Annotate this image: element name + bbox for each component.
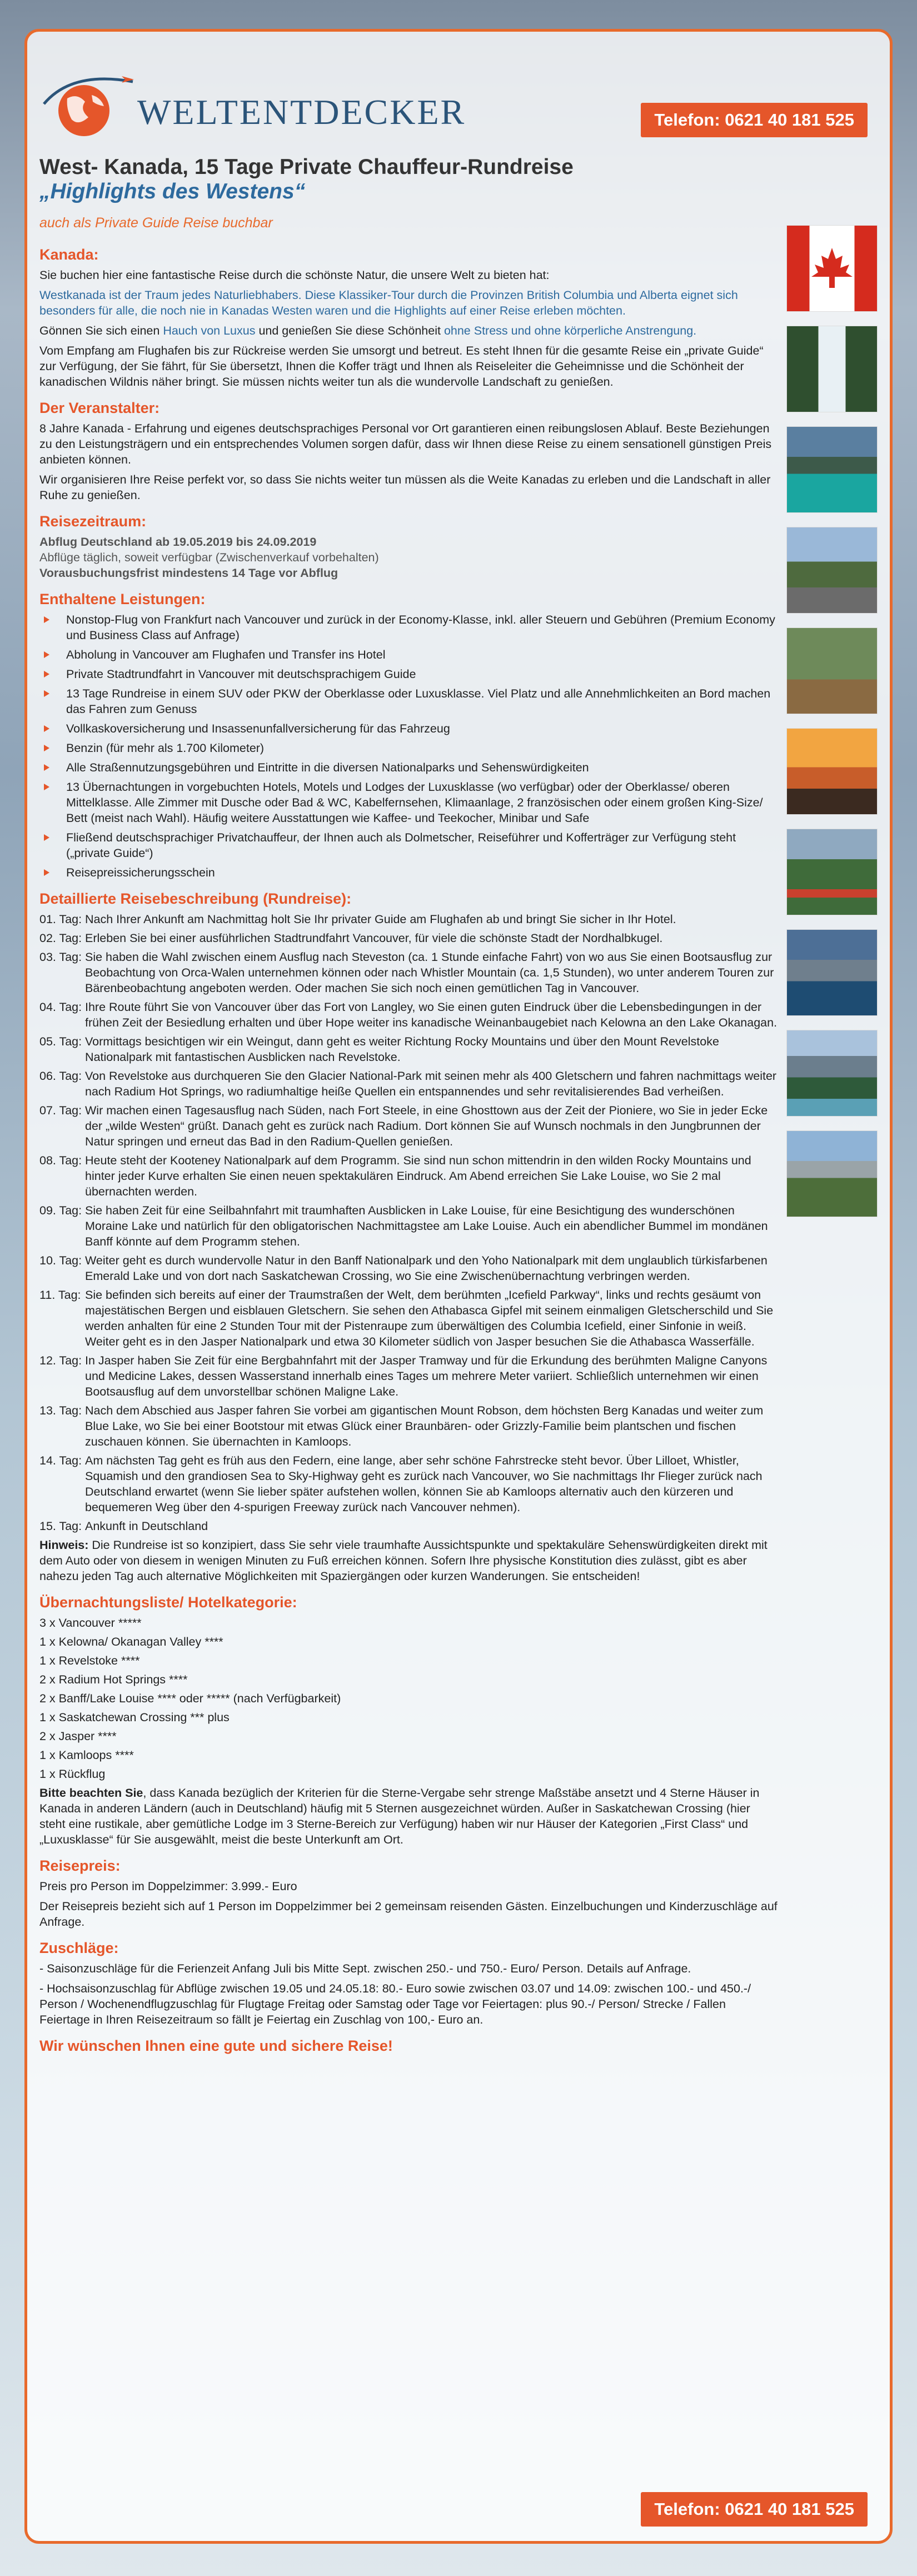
veranstalter-p1: 8 Jahre Kanada - Erfahrung und eigenes deutschsprachiges Personal vor Ort garantieren einen reibungslosen Ablauf. Beste Beziehungen zu den Leistungsträgern und ein entsprechendes Volumen sorgen dafür, dass wir Ihnen diese Reise zu einem sensationell günstigen Preis anbieten können. <box>39 422 772 466</box>
waterfall-image <box>786 326 878 412</box>
day-text: Von Revelstoke aus durchqueren Sie den Glacier National-Park mit seinen mehr als 400 Gletschern und fahren nachmittags weiter nach Radium Hot Springs, wo radiumhaltige heiße Quellen ein entspannendes und sehr revitalisierendes Bad verheißen. <box>85 1069 777 1098</box>
day-text: Erleben Sie bei einer ausführlichen Stadtrundfahrt Vancouver, für viele die schönste Stadt der Nordhalbkugel. <box>85 931 663 945</box>
itinerary-day <box>39 1103 779 1149</box>
day-text: Heute steht der Kooteney Nationalpark auf dem Programm. Sie sind nun schon mittendrin in den wilden Rocky Mountains und hinter jeder Kurve erhalten Sie einen neuen spektakulären Eindruck. Am Abend erreichen Sie Lake Louise, wo Sie 2 mal übernachten werden. <box>85 1154 751 1198</box>
day-text: Vormittags besichtigen wir ein Weingut, dann geht es weiter Richtung Rocky Mountains und über den Mount Revelstoke Nationalpark mit fantastischen Ausblicken nach Revelstoke. <box>85 1035 719 1064</box>
luxury-highlight: Hauch von Luxus <box>163 324 256 337</box>
phone-banner-top[interactable]: Telefon: 0621 40 181 525 <box>641 103 868 137</box>
day-text: Am nächsten Tag geht es früh aus den Federn, eine lange, aber sehr schöne Fahrstrecke steht bevor. Über Lilloet, Whistler, Squamish und den grandiosen Sea to Sky-Highway geht es zurück nach Vancouver, wo Sie nachmittags Ihr Flieger zurück nach Deutschland erwartet (wenn Sie lieber später aufstehen wollen, können Sie ab Kamloops alternativ auch den kürzeren und bequemeren Weg über den 4-spurigen Freeway zurück nach Vancouver nehmen). <box>85 1454 762 1514</box>
day-text: Ankunft in Deutschland <box>85 1519 208 1533</box>
hint-text: Die Rundreise ist so konzipiert, dass Sie sehr viele traumhafte Aussichtspunkte und spektakuläre Sehenswürdigkeiten direkt mit dem Auto oder von diesem in wenigen Minuten zu Fuß erreichen können. Sofern Ihre physische Konstitution dies zulässt, gibt es aber nahezu jeden Tag auch alternative Möglichkeiten mit Spaziergängen oder kurzen Wanderungen. Sie entscheiden! <box>39 1538 768 1583</box>
day-text: Weiter geht es durch wundervolle Natur in den Banff Nationalpark und den Yoho Nationalpark mit dem unglaublich türkisfarbenen Emerald Lake und von dort nach Saskatchewan Crossing, wo Sie eine Zwischenübernachtung verbringen werden. <box>85 1254 768 1283</box>
price-note: Der Reisepreis bezieht sich auf 1 Person im Doppelzimmer bei 2 gemeinsam reisenden Gästen. Einzelbuchungen und Kinderzuschläge auf Anfrage. <box>39 1900 778 1929</box>
text-run: und genießen Sie diese Schönheit <box>255 324 444 337</box>
mountain-lake-image <box>786 426 878 513</box>
day-label: 10. Tag: <box>39 1254 82 1267</box>
note-label: Bitte beachten Sie <box>39 1786 143 1800</box>
brand-logo[interactable] <box>38 71 466 137</box>
brand-name: WELTENTDECKER <box>137 92 466 132</box>
motorhome-road-image <box>786 527 878 614</box>
list-item: 13 Tage Rundreise in einem SUV oder PKW der Oberklasse oder Luxusklasse. Viel Platz und alle Annehmlichkeiten an Bord machen das Fahren zum Genuss <box>39 686 779 717</box>
itinerary-day <box>39 1203 779 1249</box>
hotel-item: 1 x Revelstoke **** <box>39 1654 140 1667</box>
section-heading-kanada: Kanada: <box>39 246 99 263</box>
hotel-list <box>39 1615 779 1782</box>
day-text: Sie befinden sich bereits auf einer der Traumstraßen der Welt, dem berühmten „Icefield Parkway“, links und rechts gesäumt von majestätischen Bergen und eisblauen Gletschern. Sie sehen den Athabasca Gipfel mit seinem einmaligen Gletscherschild und Sie werden anhalten für eine 2 Stunden Tour mit der Pistenraupe zum überwältigen des Columbia Icefield, einer Sinfonie in weiß. Weiter geht es in den Jasper Nationalpark und etwa 30 Kilometer südlich von Jasper besuchen Sie die Athabasca Wasserfälle. <box>85 1288 774 1348</box>
day-label: 15. Tag: <box>39 1519 82 1533</box>
itinerary-day <box>39 1518 779 1534</box>
header <box>27 32 890 140</box>
hotel-item: 2 x Radium Hot Springs **** <box>39 1673 188 1686</box>
section-heading-reisebeschreibung: Detaillierte Reisebeschreibung (Rundreise): <box>39 890 352 907</box>
list-item: Alle Straßennutzungsgebühren und Eintritte in die diversen Nationalparks und Sehenswürdigkeiten <box>39 760 779 775</box>
departure-note: Abflüge täglich, soweit verfügbar (Zwischenverkauf vorbehalten) <box>39 551 379 564</box>
itinerary-day <box>39 1353 779 1399</box>
veranstalter-p2: Wir organisieren Ihre Reise perfekt vor, so dass Sie nichts weiter tun müssen als die Weite Kanadas zu erleben und die Landschaft in aller Ruhe zu genießen. <box>39 473 771 502</box>
list-item: Nonstop-Flug von Frankfurt nach Vancouver und zurück in der Economy-Klasse, inkl. aller Steuern und Gebühren (Premium Economy und Business Class auf Anfrage) <box>39 612 779 643</box>
hint-label: Hinweis: <box>39 1538 89 1552</box>
itinerary-hint <box>39 1537 779 1584</box>
day-text: Sie haben Zeit für eine Seilbahnfahrt mit traumhaften Ausblicken in Lake Louise, für eine Besichtigung des wunderschönen Moraine Lake und natürlich für den obligatorischen Nachmittagstee am Lake Louise. Auch ein abendlicher Bummel im mondänen Banff könnte auf dem Programm stehen. <box>85 1204 768 1248</box>
kanada-service-paragraph: Vom Empfang am Flughafen bis zur Rückreise werden Sie umsorgt und betreut. Es steht Ihnen für die gesamte Reise ein „private Guide“ zur Verfügung, der Sie fährt, für Sie übersetzt, Ihnen die Koffer trägt und Ihnen als Reiseleiter die Geheimnisse und die Schönheit der kanadischen Wildnis näher bringt. Sie müssen nichts weiter tun als die wundervolle Landschaft zu genießen. <box>39 344 764 388</box>
surcharge-high-season: - Hochsaisonzuschlag für Abflüge zwischen 19.05 und 24.05.18: 80.- Euro sowie zwischen 03.07 und 14.09: zwischen 100.- und 450.-/ Person / Wochenendflugzuschlag für Flugtage Freitag oder Samstag oder Tage vor Feiertagen: plus 90.-/ Person/ Strecke / Fallen Feiertage in Ihren Reisezeitraum so fällt je Feiertag ein Zuschlag von 100,- Euro an. <box>39 1982 751 2026</box>
section-heading-reisezeitraum: Reisezeitraum: <box>39 513 147 530</box>
page-title-highlight: „Highlights des Westens“ <box>39 180 306 203</box>
kanada-description: Westkanada ist der Traum jedes Naturliebhabers. Diese Klassiker-Tour durch die Provinzen British Columbia und Alberta eignet sich besonders für alle, die noch nie in Kanadas Westen waren und die Highlights auf einer Reise erleben möchten. <box>39 288 738 317</box>
day-text: In Jasper haben Sie Zeit für eine Bergbahnfahrt mit der Jasper Tramway und für die Erkundung des berühmten Maligne Canyons und Medicine Lakes, dessen Wasserstand innerhalb eines Tages um mehrere Meter variiert. Schließlich unternehmen wir einen Bootsausflug auf dem unvorstellbar schönen Maligne Lake. <box>85 1354 768 1398</box>
list-item: Reisepreissicherungsschein <box>39 865 779 880</box>
kanada-luxury-paragraph <box>39 323 779 338</box>
section-heading-hotels: Übernachtungsliste/ Hotelkategorie: <box>39 1594 297 1611</box>
day-label: 11. Tag: <box>39 1288 81 1302</box>
canada-flag-image <box>786 225 878 312</box>
day-label: 05. Tag: <box>39 1035 82 1048</box>
list-item: Abholung in Vancouver am Flughafen und Transfer ins Hotel <box>39 647 779 662</box>
surcharge-season: - Saisonzuschläge für die Ferienzeit Anfang Juli bis Mitte Sept. zwischen 250.- und 750.- Euro/ Person. Details auf Anfrage. <box>39 1962 691 1975</box>
section-heading-reisepreis: Reisepreis: <box>39 1857 121 1874</box>
day-label: 08. Tag: <box>39 1154 82 1167</box>
day-label: 07. Tag: <box>39 1104 82 1117</box>
day-label: 12. Tag: <box>39 1354 82 1367</box>
hotel-item: 2 x Banff/Lake Louise **** oder ***** (nach Verfügbarkeit) <box>39 1692 341 1705</box>
section-heading-leistungen: Enthaltene Leistungen: <box>39 591 206 607</box>
page-frame <box>24 29 893 2544</box>
photo-sidebar <box>786 225 878 1231</box>
day-text: Wir machen einen Tagesausflug nach Süden, nach Fort Steele, in eine Ghosttown aus der Zeit der Pioniere, wo Sie in jeder Ecke der „wilde Westen“ grüßt. Danach geht es zurück nach Radium. Dort können Sie auf Wunsch nochmals in den Jungbrunnen der Natur springen und erneut das Bad in den Radium-Quellen genießen. <box>85 1104 768 1148</box>
itinerary-day <box>39 930 779 946</box>
day-text: Nach Ihrer Ankunft am Nachmittag holt Sie Ihr privater Guide am Flughafen ab und bringt Sie sicher in Ihr Hotel. <box>85 913 676 926</box>
globe-plane-icon <box>38 71 138 137</box>
itinerary-day <box>39 1253 779 1284</box>
itinerary-day <box>39 949 779 996</box>
itinerary-day <box>39 1153 779 1199</box>
section-heading-zuschlaege: Zuschläge: <box>39 1940 119 1956</box>
flower-meadow-image <box>786 829 878 915</box>
itinerary-day <box>39 999 779 1030</box>
day-label: 13. Tag: <box>39 1404 82 1417</box>
day-text: Nach dem Abschied aus Jasper fahren Sie vorbei am gigantischen Mount Robson, dem höchsten Berg Kanadas und weiter zum Blue Lake, wo Sie bei einer Bootstour mit etwas Glück einer Braunbären- oder Grizzly-Familie beim plantschen und fischen zuschauen können. Sie übernachten in Kamloops. <box>85 1404 764 1448</box>
elk-image <box>786 627 878 714</box>
text-run: Gönnen Sie sich einen <box>39 324 163 337</box>
day-label: 02. Tag: <box>39 931 82 945</box>
main-content <box>39 155 779 2059</box>
list-item: 13 Übernachtungen in vorgebuchten Hotels, Motels und Lodges der Luxusklasse (wo verfügbar) oder der Oberklasse/ oberen Mittelklasse. Alle Zimmer mit Dusche oder Bad & WC, Kabelfernsehen, Klimaanlage, 2 französischen oder einem großen King-Size/ Bett (meist nach Wahl). Häufig weitere Ausstattungen wie Kaffee- und Teekocher, Minibar und Safe <box>39 779 779 826</box>
price-line: Preis pro Person im Doppelzimmer: 3.999.- Euro <box>39 1880 297 1893</box>
hotel-item: 1 x Kelowna/ Okanagan Valley **** <box>39 1635 223 1648</box>
day-label: 14. Tag: <box>39 1454 82 1467</box>
day-label: 03. Tag: <box>39 950 82 964</box>
phone-banner-bottom[interactable]: Telefon: 0621 40 181 525 <box>641 2492 868 2527</box>
maple-leaf-icon <box>787 226 877 311</box>
itinerary-day <box>39 1403 779 1449</box>
hotel-item: 1 x Saskatchewan Crossing *** plus <box>39 1711 230 1724</box>
section-heading-veranstalter: Der Veranstalter: <box>39 400 160 416</box>
list-item: Benzin (für mehr als 1.700 Kilometer) <box>39 740 779 756</box>
booking-deadline: Vorausbuchungsfrist mindestens 14 Tage vor Abflug <box>39 566 338 580</box>
itinerary-day <box>39 1068 779 1099</box>
page-title: West- Kanada, 15 Tage Private Chauffeur-Rundreise <box>39 155 574 179</box>
mountain-valley-image <box>786 1130 878 1217</box>
day-label: 06. Tag: <box>39 1069 82 1083</box>
hotel-item: 2 x Jasper **** <box>39 1730 117 1743</box>
itinerary-day <box>39 911 779 927</box>
mountain-river-image <box>786 1030 878 1117</box>
itinerary-day <box>39 1287 779 1349</box>
hotel-item: 1 x Rückflug <box>39 1767 106 1781</box>
hotel-item: 3 x Vancouver ***** <box>39 1616 142 1630</box>
hotel-note <box>39 1785 779 1847</box>
coastal-city-image <box>786 929 878 1016</box>
page-subtitle: auch als Private Guide Reise buchbar <box>39 215 273 231</box>
day-text: Ihre Route führt Sie von Vancouver über das Fort von Langley, wo Sie einen guten Eindruck über die Lebensbedingungen in der frühen Zeit der Besiedlung erhalten und über Hope weiter ins kanadische Weinanbaugebiet nach Kelowna an den Lake Okanagan. <box>85 1000 778 1029</box>
itinerary-day <box>39 1034 779 1065</box>
day-label: 09. Tag: <box>39 1204 82 1217</box>
itinerary-day <box>39 1453 779 1515</box>
day-text: Sie haben die Wahl zwischen einem Ausflug nach Steveston (ca. 1 Stunde einfache Fahrt) von wo aus Sie einen Bootsausflug zur Beobachtung von Orca-Walen unternehmen können oder nach Whistler Mountain (ca. 1,5 Stunden), wo unter anderem Touren zur Bärenbeobachtung angeboten werden. Oder machen Sie sich noch einen gemütlichen Tag in Vancouver. <box>85 950 774 995</box>
itinerary-list <box>39 911 779 1534</box>
kanada-intro: Sie buchen hier eine fantastische Reise durch die schönste Natur, die unsere Welt zu bieten hat: <box>39 268 550 282</box>
sunset-rocks-image <box>786 728 878 815</box>
list-item: Fließend deutschsprachiger Privatchauffeur, der Ihnen auch als Dolmetscher, Reiseführer und Kofferträger zur Verfügung steht („private Guide“) <box>39 830 779 861</box>
no-stress-highlight: ohne Stress und ohne körperliche Anstrengung. <box>443 324 697 337</box>
list-item: Vollkaskoversicherung und Insassenunfallversicherung für das Fahrzeug <box>39 721 779 736</box>
departure-range: Abflug Deutschland ab 19.05.2019 bis 24.09.2019 <box>39 535 317 549</box>
hotel-item: 1 x Kamloops **** <box>39 1748 134 1762</box>
note-text: , dass Kanada bezüglich der Kriterien für die Sterne-Vergabe sehr strenge Maßstäbe ansetzt und 4 Sterne Häuser in Kanada in anderen Ländern (auch in Deutschland) häufig mit 5 Sternen ausgezeichnet würden. Außer in Saskatchewan Crossing (hier steht eine rustikale, aber gemütliche Lodge im 3 Sterne-Bereich zur Verfügung) haben wir nur Häuser der Kategorien „First Class“ und „Luxusklasse“ für Sie ausgewählt, meist die beste Unterkunft am Ort. <box>39 1786 760 1846</box>
day-label: 01. Tag: <box>39 913 82 926</box>
services-list <box>39 612 779 880</box>
list-item: Private Stadtrundfahrt in Vancouver mit deutschsprachigem Guide <box>39 666 779 682</box>
closing-message: Wir wünschen Ihnen eine gute und sichere Reise! <box>39 2037 393 2054</box>
day-label: 04. Tag: <box>39 1000 82 1014</box>
